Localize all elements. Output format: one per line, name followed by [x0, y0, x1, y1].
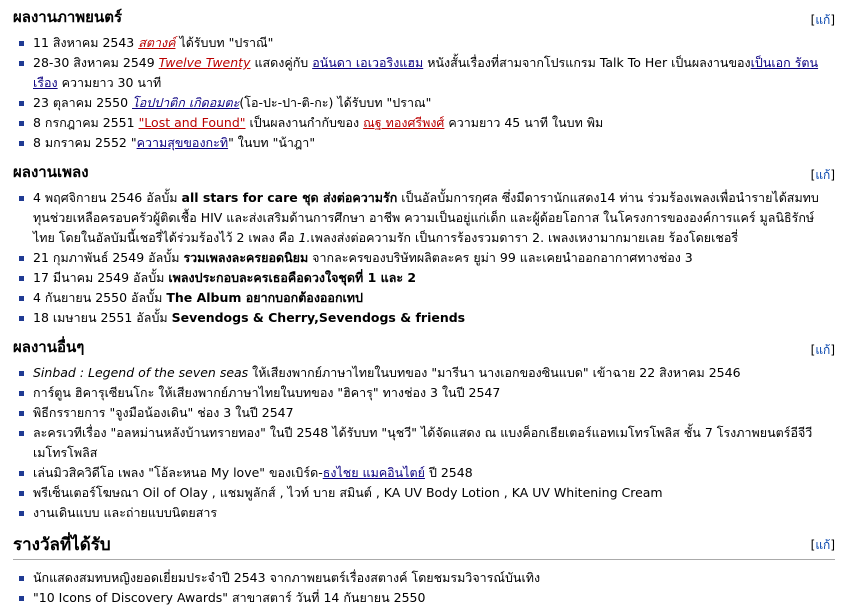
- list-item: 21 กุมภาพันธ์ 2549 อัลบั้ม รวมเพลงละครยอดนิยม จากละครของบริษัทผลิตละคร ยูม่า 99 และเคยนำออกอากาศทางช่อง 3: [33, 248, 835, 268]
- list-item: พรีเซ็นเตอร์โฆษณา Oil of Olay , แชมพูลักส์ , ไวท์ บาย สมินต์ , KA UV Body Lotion , KA UV Whitening Cream: [33, 483, 835, 503]
- film-link[interactable]: สตางค์: [138, 35, 176, 50]
- edit-link[interactable]: แก้: [815, 168, 831, 182]
- section-title: ผลงานอื่นๆ: [13, 338, 85, 356]
- list-item: 8 กรกฎาคม 2551 "Lost and Found" เป็นผลงานกำกับของ ณฐ ทองศรีพงศ์ ความยาว 45 นาที ในบท พิม: [33, 113, 835, 133]
- singer-link[interactable]: ธงไชย แมคอินไตย์: [322, 465, 425, 480]
- list-item: การ์ตูน ฮิคารุเซียนโกะ ให้เสียงพากย์ภาษาไทยในบทของ "ฮิคารุ" ทางช่อง 3 ในปี 2547: [33, 383, 835, 403]
- list-item: 18 เมษายน 2551 อัลบั้ม Sevendogs & Cherry,Sevendogs & friends: [33, 308, 835, 328]
- section-title: รางวัลที่ได้รับ: [13, 535, 111, 555]
- edit-section-link: [แก้]: [810, 538, 835, 552]
- section-title: ผลงานเพลง: [13, 163, 89, 181]
- section-title: ผลงานภาพยนตร์: [13, 8, 123, 26]
- edit-link[interactable]: แก้: [815, 538, 831, 552]
- film-link[interactable]: "Lost and Found": [138, 115, 246, 130]
- list-item: "10 Icons of Discovery Awards" สาขาสตาร์ วันที่ 14 กันยายน 2550: [33, 588, 835, 608]
- edit-section-link: [แก้]: [810, 168, 835, 182]
- list-item: งานเดินแบบ และถ่ายแบบนิตยสาร: [33, 503, 835, 523]
- list-item: 11 สิงหาคม 2543 สตางค์ ได้รับบท "ปราณี": [33, 33, 835, 53]
- edit-section-link: [แก้]: [810, 13, 835, 27]
- actor-link[interactable]: อนันดา เอเวอริงแฮม: [312, 55, 424, 70]
- section-heading-other: [13, 334, 835, 361]
- list-item: Sinbad : Legend of the seven seas ให้เสียงพากย์ภาษาไทยในบทของ "มารีนา นางเอกของซินแบด" เข้าฉาย 22 สิงหาคม 2546: [33, 363, 835, 383]
- list-item: 4 กันยายน 2550 อัลบั้ม The Album อยากบอกต้องออกเทป: [33, 288, 835, 308]
- section-heading-awards: [13, 529, 835, 560]
- awards-list: [13, 568, 835, 608]
- section-heading-music: [13, 159, 835, 186]
- film-link[interactable]: ความสุขของกะทิ: [136, 135, 229, 150]
- list-item: 23 ตุลาคม 2550 โอปปาติก เกิดอมตะ(โอ-ปะ-ปา-ติ-กะ) ได้รับบท "ปราณ": [33, 93, 835, 113]
- edit-link[interactable]: แก้: [815, 343, 831, 357]
- section-films: [13, 4, 835, 153]
- films-list: [13, 33, 835, 153]
- film-link[interactable]: Twelve Twenty: [158, 55, 251, 70]
- director-link[interactable]: ณฐ ทองศรีพงศ์: [363, 115, 445, 130]
- music-list: [13, 188, 835, 328]
- section-heading-films: [13, 4, 835, 31]
- other-list: [13, 363, 835, 523]
- list-item: พิธีกรรายการ "จูงมือน้องเดิน" ช่อง 3 ในปี 2547: [33, 403, 835, 423]
- section-other: [13, 334, 835, 523]
- edit-link[interactable]: แก้: [815, 13, 831, 27]
- list-item: 28-30 สิงหาคม 2549 Twelve Twenty แสดงคู่กับ อนันดา เอเวอริงแฮม หนังสั้นเรื่องที่สามจากโปรแกรม Talk To Her เป็นผลงานของเป็นเอก รัตนเรือง ความยาว 30 นาที: [33, 53, 835, 93]
- list-item: เล่นมิวสิควิดีโอ เพลง "โอ้ละหนอ My love" ของเบิร์ด-ธงไชย แมคอินไตย์ ปี 2548: [33, 463, 835, 483]
- edit-section-link: [แก้]: [810, 343, 835, 357]
- list-item: 4 พฤศจิกายน 2546 อัลบั้ม all stars for care ชุด ส่งต่อความรัก เป็นอัลบั้มการกุศล ซึ่งมีดารานักแสดง14 ท่าน ร่วมร้องเพลงเพื่อนำรายได้สมทบทุนช่วยเหลือครอบครัวผู้ติดเชื้อ HIV และส่งเสริมด้านการศึกษา อาชีพ ความเป็นอยู่แก่เด็ก และผู้ด้อยโอกาส ในโครงการขององค์การแคร์ มูลนิธิรักษ์ไทย โดยในอัลบัมนี้เชอรี่ได้ร่วมร้องไว้ 2 เพลง คือ 1.เพลงส่งต่อความรัก เป็นการร้องรวมดารา 2. เพลงเหงามากมายเลย ร้องโดยเชอรี่: [33, 188, 835, 248]
- film-link[interactable]: โอปปาติก เกิดอมตะ: [132, 95, 240, 110]
- director-link[interactable]: เป็นเอก รัตนเรือง: [33, 55, 819, 90]
- section-awards: [13, 529, 835, 608]
- list-item: 17 มีนาคม 2549 อัลบั้ม เพลงประกอบละครเธอคือดวงใจชุดที่ 1 และ 2: [33, 268, 835, 288]
- list-item: ละครเวทีเรื่อง "อลหม่านหลังบ้านทรายทอง" ในปี 2548 ได้รับบท "นุชวี" ได้จัดแสดง ณ แบงค็อกเธียเตอร์แอทเมโทรโพลิส ชั้น 7 โรงภาพยนตร์อีจีวี เมโทรโพลิส: [33, 423, 835, 463]
- list-item: นักแสดงสมทบหญิงยอดเยี่ยมประจำปี 2543 จากภาพยนตร์เรื่องสตางค์ โดยชมรมวิจารณ์บันเทิง: [33, 568, 835, 588]
- list-item: 8 มกราคม 2552 "ความสุขของกะทิ" ในบท "น้าฎา": [33, 133, 835, 153]
- section-music: [13, 159, 835, 328]
